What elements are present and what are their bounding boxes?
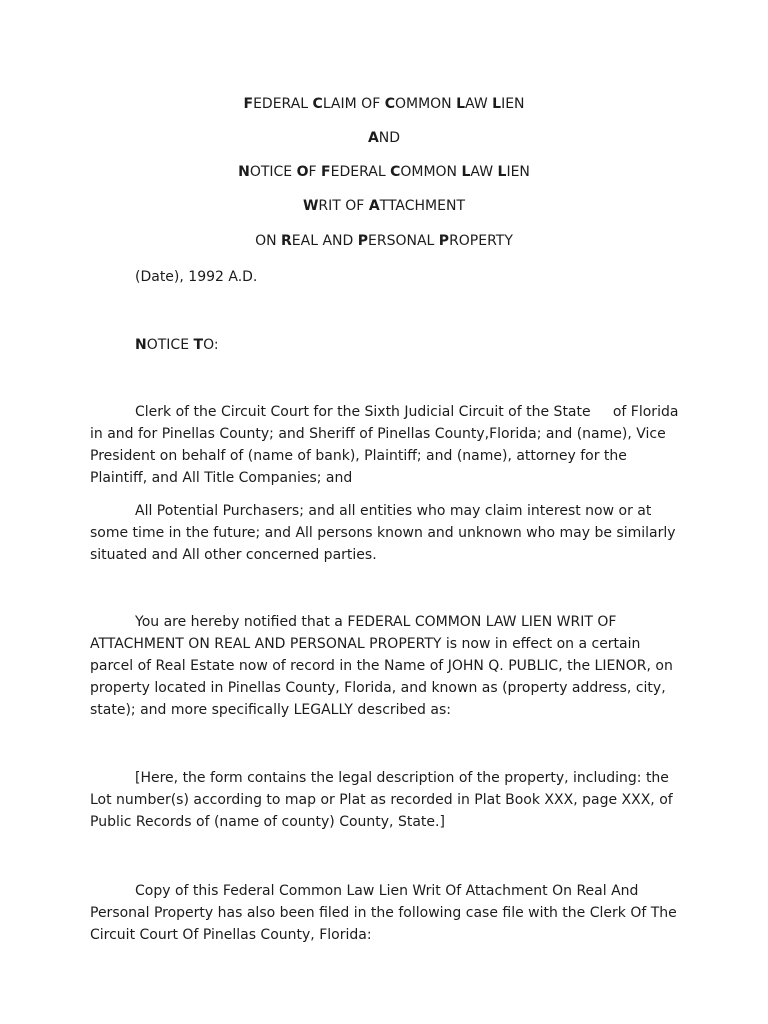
title-line-2: AND: [367, 130, 401, 146]
title-line-3: NOTICE OF FEDERAL COMMON LAW LIEN: [238, 164, 530, 180]
paragraph-purchasers: All Potential Purchasers; and all entities who may claim interest now or at some time in the future; and All persons known and unknown who may be similarly situated and All other concerned parties.: [90, 503, 676, 563]
paragraph-clerk: Clerk of the Circuit Court for the Sixth Judicial Circuit of the State of Florida in and for Pinellas County; and Sheriff of Pinellas County,Florida; and (name), Vice President on behalf of (name of bank), Plaintiff; and (name), attorney for the Plaintiff, and All Title Companies; and: [90, 404, 679, 486]
date-line: (Date), 1992 A.D.: [135, 269, 258, 285]
paragraph-copy: Copy of this Federal Common Law Lien Writ Of Attachment On Real And Personal Property has also been filed in the following case file with the Clerk Of The Circuit Court Of Pinellas County, Florida:: [90, 883, 677, 943]
title-line-1: FEDERAL CLAIM OF COMMON LAW LIEN: [243, 96, 525, 112]
title-line-5: ON REAL AND PERSONAL PROPERTY: [255, 233, 513, 249]
paragraph-legal-description: [Here, the form contains the legal description of the property, including: the Lot number(s) according to map or Plat as recorded in Plat Book XXX, page XXX, of Public Records of (name of county) County, State.]: [90, 770, 673, 830]
notice-to-heading: NOTICE TO:: [135, 337, 219, 353]
paragraph-notified: You are hereby notified that a FEDERAL COMMON LAW LIEN WRIT OF ATTACHMENT ON REAL AND PERSONAL PROPERTY is now in effect on a certain parcel of Real Estate now of record in the Name of JOHN Q. PUBLIC, the LIENOR, on property located in Pinellas County, Florida, and known as (property address, city, state); and more specifically LEGALLY described as:: [90, 614, 673, 718]
title-line-4: WRIT OF ATTACHMENT: [302, 198, 466, 214]
